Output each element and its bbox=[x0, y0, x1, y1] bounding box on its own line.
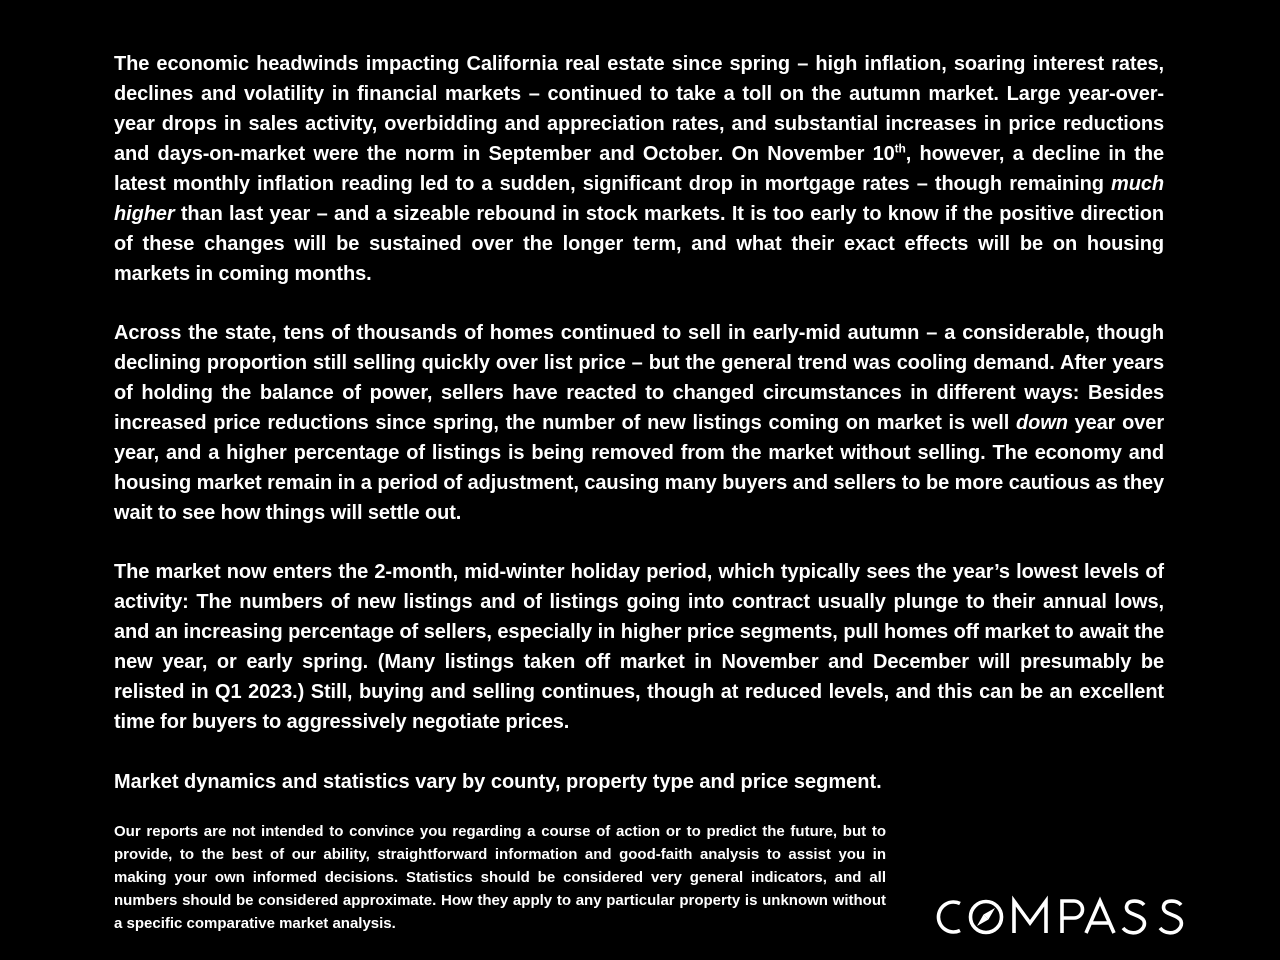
logo-letter-p bbox=[1062, 901, 1083, 933]
paragraph-market-headwinds bbox=[114, 49, 1164, 289]
compass-logo bbox=[930, 893, 1196, 941]
logo-letter-m bbox=[1014, 901, 1046, 933]
paragraph-2-text-a: Across the state, tens of thousands of homes continued to sell in early-mid autumn – a considerable, though declining proportion still selling quickly over list price – but the general trend was cooling demand. After years of holding the balance of power, sellers have reacted to changed circumstances in different ways: Besides increased price reductions since spring, the number of new listings coming on market is well bbox=[114, 322, 1164, 434]
ordinal-suffix: th bbox=[894, 141, 906, 156]
paragraph-1-text-b: , however, a decline in the latest monthly inflation reading led to a sudden, significant drop in mortgage rates – though remaining bbox=[114, 143, 1164, 195]
paragraph-1-text-c: than last year – and a sizeable rebound in stock markets. It is too early to know if the positive direction of these changes will be sustained over the longer term, and what their exact effects will be on housing markets in coming months. bbox=[114, 203, 1164, 285]
logo-letter-s bbox=[1123, 901, 1144, 933]
paragraph-1-text-a: The economic headwinds impacting California real estate since spring – high inflation, soaring interest rates, declines and volatility in financial markets – continued to take a toll on the autumn market. Large year-over-year drops in sales activity, overbidding and appreciation rates, and substantial increases in price reductions and days-on-market were the norm in September and October. On November 10 bbox=[114, 53, 1164, 165]
emphasis-much-higher: much higher bbox=[114, 173, 1164, 225]
market-dynamics-note: Market dynamics and statistics vary by county, property type and price segment. bbox=[114, 771, 882, 793]
paragraph-state-sales bbox=[114, 318, 1164, 528]
disclaimer: Our reports are not intended to convince you regarding a course of action or to predict the future, but to provide, to the best of our ability, straightforward information and good-faith analysis to assist you in making your own informed decisions. Statistics should be considered very general indicators, and all numbers should be considered approximate. How they apply to any particular property is unknown without a specific comparative market analysis. bbox=[114, 823, 886, 932]
logo-letter-a bbox=[1086, 901, 1114, 933]
logo-letter-c bbox=[938, 902, 960, 932]
emphasis-down: down bbox=[1016, 412, 1068, 434]
paragraph-2-text-b: year over year, and a higher percentage of listings is being removed from the market without selling. The economy and housing market remain in a period of adjustment, causing many buyers and sellers to be more cautious as they wait to see how things will settle out. bbox=[114, 412, 1165, 524]
paragraph-holiday-period: The market now enters the 2-month, mid-winter holiday period, which typically sees the year’s lowest levels of activity: The numbers of new listings and of listings going into contract usually plunge to their annual lows, and an increasing percentage of sellers, especially in higher price segments, pull homes off market to await the new year, or early spring. (Many listings taken off market in November and December will presumably be relisted in Q1 2023.) Still, buying and selling continues, though at reduced levels, and this can be an excellent time for buyers to aggressively negotiate prices. bbox=[114, 561, 1164, 733]
logo-letter-s2 bbox=[1160, 901, 1181, 933]
